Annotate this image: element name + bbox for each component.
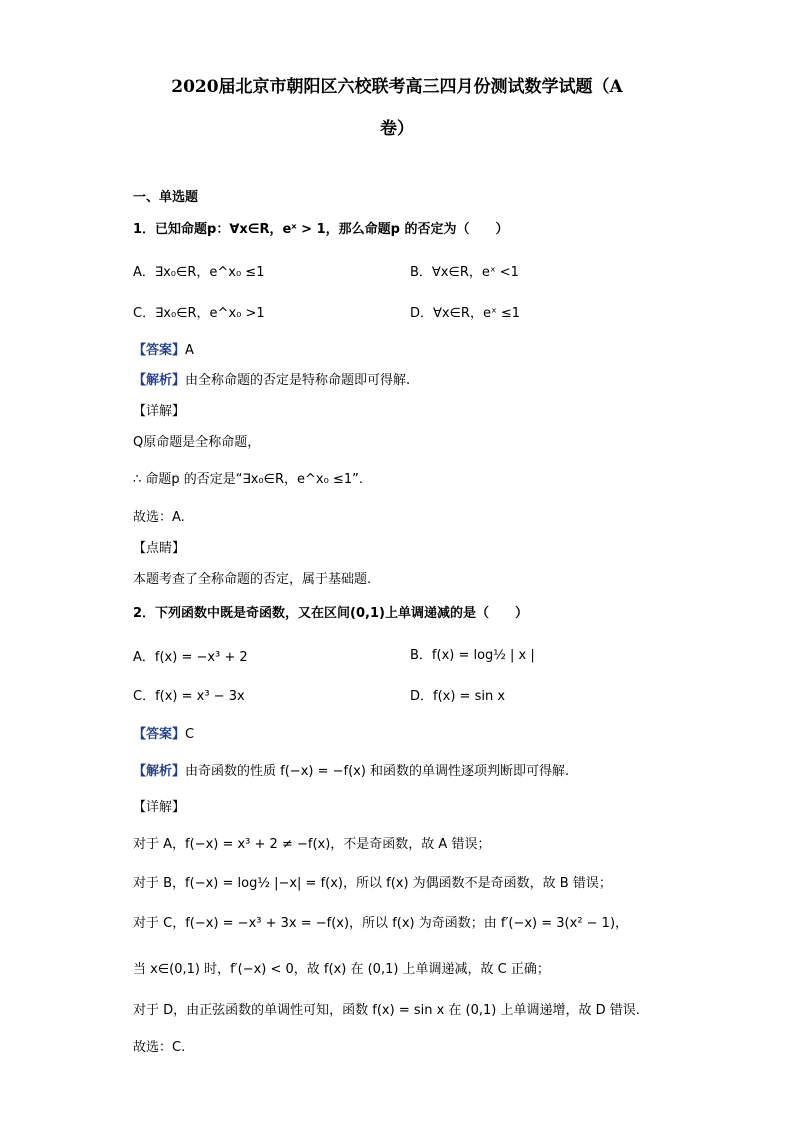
- q1-detail-line-2: ∴ 命题p 的否定是“∃x₀∈R，e^x₀ ≤1”.: [133, 472, 363, 487]
- q1-answer-tag: 【答案】: [133, 343, 186, 358]
- q2-detail-line-2: 对于 B，f(−x) = log½ |−x| = f(x)，所以 f(x) 为偶函数不是奇函数，故 B 错误；: [133, 876, 612, 891]
- q2-detail-line-3: 对于 C，f(−x) = −x³ + 3x = −f(x)，所以 f(x) 为奇函数；由 f′(−x) = 3(x² − 1)，: [133, 916, 629, 931]
- q1-option-b: B．∀x∈R，eˣ <1: [410, 265, 519, 280]
- q1-comment-text: 本题考查了全称命题的否定，属于基础题.: [133, 572, 372, 587]
- q1-analysis-text: 由全称命题的否定是特称命题即可得解.: [185, 373, 411, 388]
- document-title-line1: 2020届北京市朝阳区六校联考高三四月份测试数学试题（A: [171, 77, 623, 97]
- q2-answer-value: C: [185, 727, 195, 742]
- q2-option-c: C．f(x) = x³ − 3x: [133, 689, 245, 704]
- q1-comment-tag: 【点睛】: [133, 541, 186, 556]
- section-heading: 一、单选题: [133, 190, 199, 205]
- q2-option-b: B．f(x) = log½ | x |: [410, 648, 535, 663]
- q2-analysis-row: [133, 760, 569, 779]
- q2-answer-tag: 【答案】: [133, 727, 186, 742]
- q1-detail-line-3: 故选：A.: [133, 510, 185, 525]
- q2-option-a: A．f(x) = −x³ + 2: [133, 650, 248, 665]
- q1-answer-row: [133, 339, 194, 358]
- q1-analysis-tag: 【解析】: [133, 373, 186, 388]
- q1-option-a: A．∃x₀∈R，e^x₀ ≤1: [133, 265, 265, 280]
- q1-answer-value: A: [185, 343, 194, 358]
- q1-analysis-row: [133, 369, 410, 388]
- q1-option-d: D．∀x∈R，eˣ ≤1: [410, 306, 521, 321]
- q2-analysis-text: 由奇函数的性质 f(−x) = −f(x) 和函数的单调性逐项判断即可得解.: [185, 764, 570, 779]
- q2-option-d: D．f(x) = sin x: [410, 689, 506, 704]
- q2-detail-tag: 【详解】: [133, 800, 186, 815]
- q1-option-c: C．∃x₀∈R，e^x₀ >1: [133, 306, 265, 321]
- q1-stem: 1．已知命题p：∀x∈R，eˣ > 1，那么命题p 的否定为（ ）: [133, 222, 509, 237]
- q2-answer-row: [133, 723, 194, 742]
- q2-detail-line-1: 对于 A，f(−x) = x³ + 2 ≠ −f(x)，不是奇函数，故 A 错误；: [133, 837, 491, 852]
- q2-stem: 2．下列函数中既是奇函数，又在区间(0,1)上单调递减的是（ ）: [133, 606, 528, 621]
- q2-detail-line-4: 当 x∈(0,1) 时，f′(−x) < 0，故 f(x) 在 (0,1) 上单调递减，故 C 正确；: [133, 962, 550, 977]
- q2-detail-line-6: 故选：C.: [133, 1040, 186, 1055]
- document-title-line2: 卷）: [380, 119, 414, 139]
- q1-detail-tag: 【详解】: [133, 404, 186, 419]
- q1-detail-line-1: Q原命题是全称命题，: [133, 435, 261, 450]
- q2-analysis-tag: 【解析】: [133, 764, 186, 779]
- q2-detail-line-5: 对于 D，由正弦函数的单调性可知，函数 f(x) = sin x 在 (0,1) 上单调递增，故 D 错误.: [133, 1003, 640, 1018]
